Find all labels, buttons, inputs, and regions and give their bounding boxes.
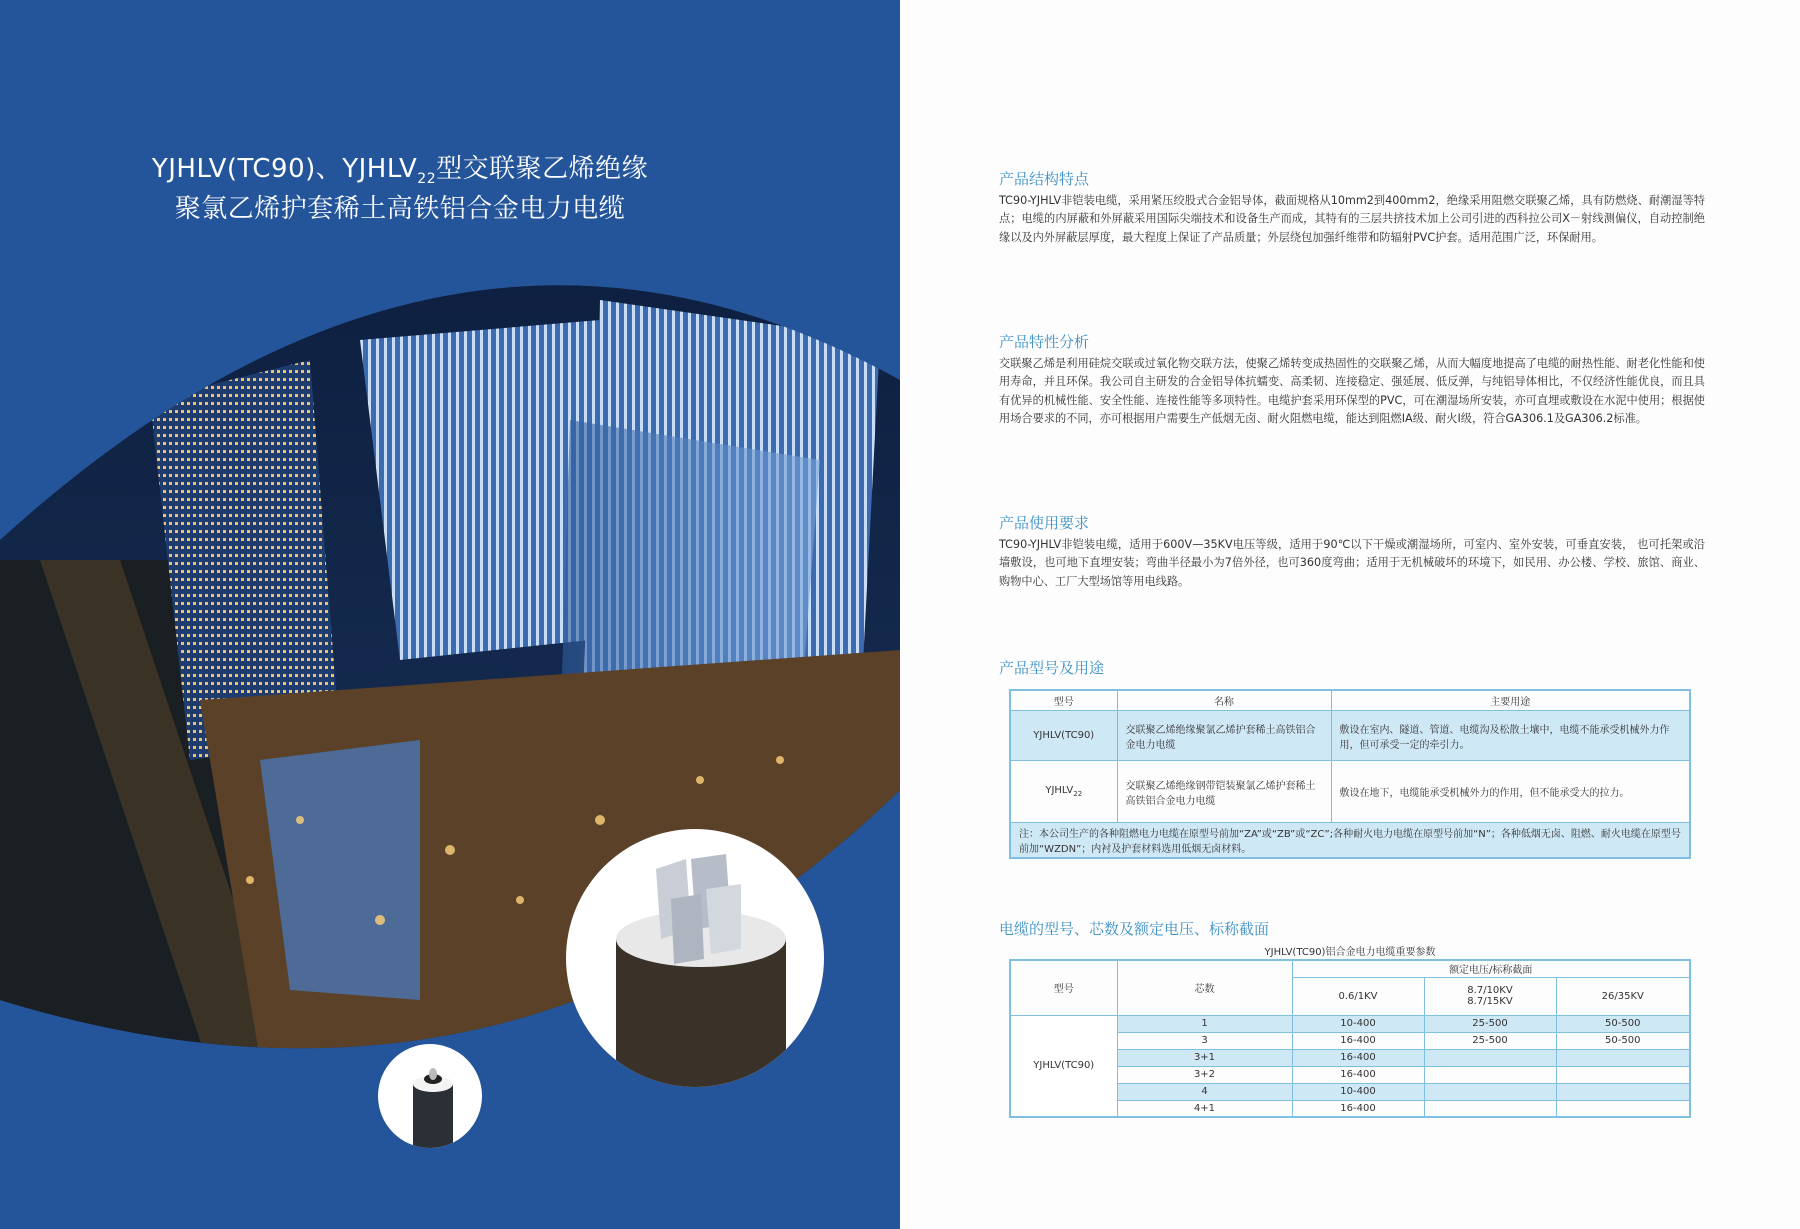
col-header: 8.7/10KV 8.7/15KV [1424, 977, 1556, 1015]
section-heading-params: 电缆的型号、芯数及额定电压、标称截面 [999, 920, 1270, 938]
table-row: YJHLV(TC90) 1 10-400 25-500 50-500 [1010, 1015, 1690, 1032]
col-header: 0.6/1KV [1292, 977, 1424, 1015]
section-heading-usage: 产品使用要求 [999, 514, 1090, 532]
cell-model: $YJHLV_{22}$ [1010, 761, 1117, 823]
cell-model: YJHLV(TC90) [1010, 711, 1117, 761]
cable-cross-section-large [566, 829, 824, 1087]
table-note: 注：本公司生产的各种阻燃电力电缆在原型号前加“ZA”或“ZB”或“ZC”;各种耐火电力电缆在原型号前加“N”；各种低烟无卤、阻燃、耐火电缆在原型号前加“WZDN”；内衬及护套材料选用低烟无卤材料。 [1010, 823, 1690, 859]
cell-model: YJHLV(TC90) [1010, 1015, 1117, 1117]
table-row: 3+1 16-400 [1010, 1049, 1690, 1066]
usage-table [1009, 689, 1691, 859]
col-header: 名称 [1117, 690, 1331, 711]
table-row: 3 16-400 25-500 50-500 [1010, 1032, 1690, 1049]
section-heading-structure: 产品结构特点 [999, 170, 1090, 188]
cell-use: 敷设在室内、隧道、管道、电缆沟及松散土壤中，电缆不能承受机械外力作用，但可承受一定的牵引力。 [1331, 711, 1690, 761]
param-table [1009, 959, 1691, 1118]
title-line-1: YJHLV(TC90)、$YJHLV_{22}$型交联聚乙烯绝缘 [151, 154, 649, 188]
table-row: 4+1 16-400 [1010, 1100, 1690, 1117]
section-text-analysis: 交联聚乙烯是利用硅烷交联或过氧化物交联方法，使聚乙烯转变成热固性的交联聚乙烯，从而大幅度地提高了电缆的耐热性能、耐老化性能和使用寿命，并且环保。我公司自主研发的合金铝导体抗蠕变、高柔韧、连接稳定、强延展、低反弹，与纯铝导体相比，不仅经济性能优良，而且具有优异的机械性能、安全性能、连接性能等多项特性。电缆护套采用环保型的PVC，可在潮湿场所安装，亦可直埋或敷设在水泥中使用；根据使用场合要求的不同，亦可根据用户需要生产低烟无卤、耐火阻燃电缆，能达到阻燃IA级、耐火I级，符合GA306.1及GA306.2标准。 [999, 357, 1705, 425]
col-header: 26/35KV [1556, 977, 1690, 1015]
param-table-caption: YJHLV(TC90)铝合金电力电缆重要参数 [1264, 947, 1436, 958]
table-row [1010, 761, 1690, 823]
table-row [1010, 711, 1690, 761]
table-row: 4 10-400 [1010, 1083, 1690, 1100]
section-heading-analysis: 产品特性分析 [999, 333, 1090, 351]
col-header: 型号 [1010, 690, 1117, 711]
col-header: 型号 [1010, 960, 1117, 1015]
col-header: 主要用途 [1331, 690, 1690, 711]
col-header-group: 额定电压/标称截面 [1292, 960, 1690, 977]
section-text-usage: TC90-YJHLV非铠装电缆，适用于600V—35KV电压等级，适用于90℃以下干燥或潮湿场所，可室内、室外安装，可垂直安装， 也可托架或沿墙敷设，也可地下直埋安装；弯曲半径最小为7倍外径，也可360度弯曲；适用于无机械破坏的环境下，如民用、办公楼、学校、旅馆、商业、购物中心、工厂大型场馆等用电线路。 [999, 538, 1705, 588]
cell-use: 敷设在地下，电缆能承受机械外力的作用，但不能承受大的拉力。 [1331, 761, 1690, 823]
cell-name: 交联聚乙烯绝缘钢带铠装聚氯乙烯护套稀土高铁铝合金电力电缆 [1117, 761, 1331, 823]
cell-name: 交联聚乙烯绝缘聚氯乙烯护套稀土高铁铝合金电力电缆 [1117, 711, 1331, 761]
title-line-2: 聚氯乙烯护套稀土高铁铝合金电力电缆 [174, 194, 626, 224]
section-heading-models: 产品型号及用途 [999, 659, 1105, 677]
cable-cross-section-small [378, 1044, 482, 1148]
col-header: 芯数 [1117, 960, 1292, 1015]
section-text-structure: TC90-YJHLV非铠装电缆，采用紧压绞股式合金铝导体，截面规格从10mm2到400mm2，绝缘采用阻燃交联聚乙烯，具有防燃烧、耐潮湿等特点；电缆的内屏蔽和外屏蔽采用国际尖端技术和设备生产而成，其特有的三层共挤技术加上公司引进的西科拉公司X－射线测偏仪，自动控制绝缘以及内外屏蔽层厚度，最大程度上保证了产品质量；外层绕包加强纤维带和防辐射PVC护套。适用范围广泛，环保耐用。 [999, 194, 1705, 244]
table-row: 3+2 16-400 [1010, 1066, 1690, 1083]
right-page [900, 0, 1800, 1229]
